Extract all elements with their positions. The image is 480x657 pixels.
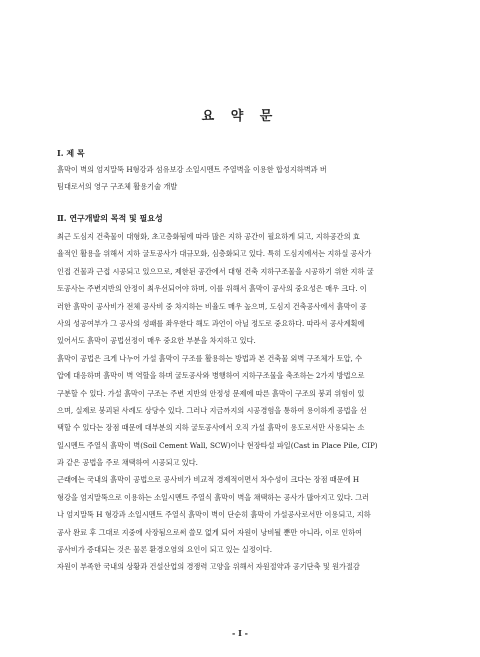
text-line: 일시멘트 주열식 흙막이 벽(Soil Cement Wall, SCW)이나 현장타설 파일(Cast in Place Pile, CIP) (57, 440, 378, 450)
document-title: 요 약 문 (201, 109, 279, 124)
text-line: 근래에는 국내의 흙막이 공법으로 공사비가 비교적 경제적이면서 차수성이 크다는 장점 때문에 H (57, 475, 360, 485)
text-line: 압에 대응하며 흙막이 벽 역할을 하며 굴토공사와 병행하여 지하구조물을 축조하는 2가지 방법으로 (57, 371, 365, 381)
text-line: 흙막이 공법은 크게 나누어 가설 흙막이 구조를 활용하는 방법과 본 건축물 외벽 구조체가 토압, 수 (57, 353, 363, 363)
text-line: 공사비가 증대되는 것은 물론 환경오염의 요인이 되고 있는 실정이다. (57, 545, 272, 555)
section-2-body (57, 228, 429, 576)
text-line: 토공사는 주변지반의 안정이 최우선되어야 하며, 이를 위해서 흙막이 공사의 중요성은 매우 크다. 이 (57, 284, 367, 294)
text-line: 택할 수 있다는 장점 때문에 대부분의 지하 굴토공사에서 오직 가설 흙막이 용도로서만 사용되는 소 (57, 423, 365, 433)
text-line: 인접 건물과 근접 시공되고 있으므로, 제한된 공간에서 대형 건축 지하구조물을 시공하기 위한 지하 굴 (57, 266, 374, 276)
text-line: 나 엄지말뚝 H 형강과 소일시멘트 주열식 흙막이 벽이 단순히 흙막이 가설공사로서만 이용되고, 지하 (57, 510, 371, 520)
text-line: 자원이 부족한 국내의 상황과 건설산업의 경쟁력 고양을 위해서 자원절약과 공기단축 및 원가절감 (57, 562, 360, 572)
text-line: 있어서도 흙막이 공법선정이 매우 중요한 부분을 차지하고 있다. (57, 336, 256, 346)
text-line: 율적인 활용을 위해서 지하 굴토공사가 대규모화, 심층화되고 있다. 특히 도심지에서는 지하실 공사가 (57, 249, 372, 259)
text-line: 형강을 엄지말뚝으로 이용하는 소일시멘트 주열식 흙막이 벽을 채택하는 공사가 많아지고 있다. 그러 (57, 492, 370, 502)
text-line: 으며, 실제로 붕괴된 사례도 상당수 있다. 그러나 지금까지의 시공경험을 통하여 용이하게 공법을 선 (57, 405, 367, 415)
text-line: 사의 성공여부가 그 공사의 성패를 좌우한다 해도 과언이 아닐 정도로 중요하다. 따라서 공사계획에 (57, 318, 365, 328)
section-1-heading: Ⅰ. 제 목 (57, 148, 85, 158)
page-number: - I - (232, 628, 248, 638)
text-line: 최근 도심지 건축물이 대형화, 초고층화됨에 따라 많은 지하 공간이 필요하게 되고, 지하공간의 효 (57, 232, 360, 241)
text-line: 팀대로서의 영구 구조체 활용기술 개발 (57, 182, 178, 192)
text-line: 구분할 수 있다. 가설 흙막이 구조는 주변 지반의 안정성 문제에 따른 흙막이 구조의 붕괴 위험이 있 (57, 388, 365, 398)
section-2-heading: Ⅱ. 연구개발의 목적 및 필요성 (57, 213, 163, 223)
text-line: 러한 흙막이 공사비가 전체 공사비 중 차지하는 비율도 매우 높으며, 도심지 건축공사에서 흙막이 공 (57, 301, 367, 311)
text-line: 과 같은 공법을 주로 채택하여 시공되고 있다. (57, 458, 198, 468)
section-1-body (57, 161, 429, 196)
text-line: 공사 완료 후 그대로 지중에 사장됨으로써 쓸모 없게 되어 자원이 낭비될 뿐만 아니라, 이로 인하여 (57, 527, 363, 537)
text-line: 흙막이 벽의 엄지말뚝 H형강과 섬유보강 소일시멘트 주열벽을 이용한 합성지하벽과 버 (57, 165, 327, 174)
